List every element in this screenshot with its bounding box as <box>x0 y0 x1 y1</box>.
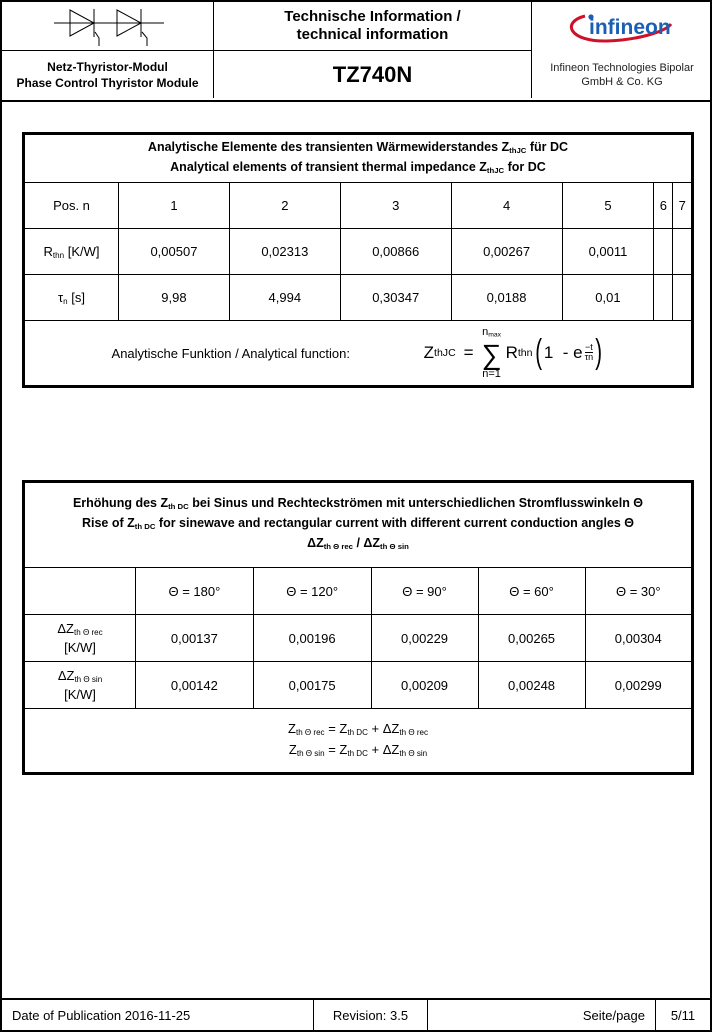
sin-label <box>25 662 136 709</box>
sin-cell: 0,00142 <box>136 662 254 709</box>
company-line2: GmbH & Co. KG <box>581 75 663 88</box>
rec-label <box>25 615 136 662</box>
module-type <box>2 51 214 98</box>
tau-cell: 0,30347 <box>340 275 451 321</box>
sub: max <box>488 331 502 339</box>
angle-cell: Θ = 30° <box>585 568 691 615</box>
angle-row <box>25 568 691 615</box>
pos-cell: 3 <box>340 183 451 229</box>
rth-cell: 0,00866 <box>340 229 451 275</box>
pos-cell: 7 <box>673 183 691 229</box>
sin-cell: 0,00209 <box>371 662 478 709</box>
title-line3-sep: / <box>353 535 364 550</box>
rec-row <box>25 615 691 662</box>
rth-cell: 0,00267 <box>451 229 562 275</box>
pos-label: Pos. n <box>25 183 119 229</box>
sub: thJC <box>434 346 456 359</box>
rec-cell: 0,00229 <box>371 615 478 662</box>
sub: thn <box>52 250 65 260</box>
page-label: Seite/page <box>428 1000 656 1030</box>
table1-title-de: Analytische Elemente des transienten Wärmewiderstandes Z <box>147 139 510 154</box>
tau-cell <box>654 275 673 321</box>
sub: thn <box>517 346 533 359</box>
sub: th Θ rec <box>399 727 428 737</box>
tau-cell: 0,01 <box>562 275 654 321</box>
angle-cell: Θ = 60° <box>478 568 585 615</box>
publication-date: Date of Publication 2016-11-25 <box>2 1000 314 1030</box>
zthjc-formula <box>424 326 605 380</box>
table2-title-de: Erhöhung des Z <box>72 496 169 511</box>
title-line3-a: ΔZ <box>307 535 324 550</box>
equations-row <box>25 709 691 773</box>
table1-title-de-tail: für DC <box>526 139 569 154</box>
table2-title-en-tail: for sinewave and rectangular current with different current conduction angles Θ <box>155 516 635 531</box>
title-de: Technische Information / <box>284 8 461 25</box>
angle-cell: Θ = 180° <box>136 568 254 615</box>
table1-title <box>25 135 691 183</box>
company-name <box>532 51 712 98</box>
tau-unit: [s] <box>67 289 85 305</box>
thermal-impedance-elements-table <box>22 132 694 388</box>
equations <box>25 709 691 773</box>
tau-cell: 0,0188 <box>451 275 562 321</box>
rec-cell: 0,00265 <box>478 615 585 662</box>
tau-cell: 4,994 <box>229 275 340 321</box>
page-number: 5/11 <box>670 1007 696 1023</box>
eq-plus: + ΔZ <box>367 720 400 736</box>
symbol-cell <box>2 2 214 51</box>
rth-cell <box>673 229 691 275</box>
rec-cell: 0,00196 <box>253 615 371 662</box>
sub: th Θ sin <box>74 675 103 684</box>
table2-title-de-tail: bei Sinus und Rechteckströmen mit unterschiedlichen Stromflusswinkeln Θ <box>188 496 644 511</box>
sin-cell: 0,00248 <box>478 662 585 709</box>
module-type-en: Phase Control Thyristor Module <box>16 75 199 90</box>
sum-bottom: n=1 <box>482 367 501 380</box>
function-row <box>25 321 691 385</box>
analytical-function <box>25 321 691 385</box>
formula-lhs: Z <box>423 342 435 362</box>
table1-title-en: Analytical elements of transient thermal impedance Z <box>170 159 487 174</box>
sub: n <box>63 296 68 306</box>
module-type-de: Netz-Thyristor-Modul <box>47 59 168 74</box>
infineon-logo <box>532 2 712 51</box>
title-line3-b: ΔZ <box>363 535 381 550</box>
pos-cell: 5 <box>562 183 654 229</box>
eq-mid: = Z <box>324 741 348 757</box>
rth-unit: [K/W] <box>64 243 100 259</box>
infineon-logo-icon <box>567 8 677 46</box>
rec-cell: 0,00304 <box>585 615 691 662</box>
close-paren: ) <box>595 333 603 372</box>
sin-row <box>25 662 691 709</box>
summation <box>482 326 502 380</box>
eq-a: Z <box>288 741 297 757</box>
table2-title <box>25 483 691 568</box>
pos-cell: 1 <box>119 183 230 229</box>
formula-term: R <box>505 342 518 362</box>
exp-num: −t <box>584 342 593 353</box>
rec-symbol: ΔZ <box>57 621 74 636</box>
sub: thJC <box>486 165 505 175</box>
sin-cell: 0,00175 <box>253 662 371 709</box>
rth-row <box>25 229 691 275</box>
logo-text: infineon <box>589 15 671 39</box>
equation-sin <box>25 741 691 762</box>
formula-body: 1 - e <box>543 342 583 362</box>
angle-cell: Θ = 90° <box>371 568 478 615</box>
sub: th Θ rec <box>295 727 325 737</box>
sub: th Θ rec <box>74 628 103 637</box>
tau-row <box>25 275 691 321</box>
eq-a: Z <box>288 720 296 736</box>
sum-top: n <box>482 325 489 338</box>
rth-cell: 0,02313 <box>229 229 340 275</box>
angle-cell: Θ = 120° <box>253 568 371 615</box>
sub: th Θ sin <box>380 541 409 551</box>
rth-cell: 0,00507 <box>119 229 230 275</box>
rec-cell: 0,00137 <box>136 615 254 662</box>
zth-rise-table <box>22 480 694 775</box>
sub: th Θ sin <box>399 748 428 758</box>
equation-rec <box>25 720 691 741</box>
header <box>2 2 712 102</box>
sin-cell: 0,00299 <box>585 662 691 709</box>
function-label: Analytische Funktion / Analytical function: <box>111 345 350 361</box>
rth-label <box>25 229 119 275</box>
eq-mid: = Z <box>324 720 348 736</box>
rec-unit: [K/W] <box>64 640 96 655</box>
sub: th DC <box>168 502 189 512</box>
pos-row <box>25 183 691 229</box>
revision: Revision: 3.5 <box>314 1000 428 1030</box>
part-number: TZ740N <box>214 51 532 98</box>
company-line1: Infineon Technologies Bipolar <box>550 61 694 74</box>
rth-cell: 0,0011 <box>562 229 654 275</box>
sin-symbol: ΔZ <box>57 668 75 683</box>
table2-title-en: Rise of Z <box>81 516 135 531</box>
sub: th Θ sin <box>296 748 325 758</box>
footer <box>2 998 710 1030</box>
title-en: technical information <box>296 26 449 43</box>
exp-den: τn <box>584 352 594 363</box>
tau-cell: 9,98 <box>119 275 230 321</box>
pos-cell: 2 <box>229 183 340 229</box>
empty-corner <box>25 568 136 615</box>
tau-cell <box>673 275 691 321</box>
tau-symbol: τ <box>58 289 64 305</box>
sin-unit: [K/W] <box>64 687 96 702</box>
rth-cell <box>654 229 673 275</box>
sub: th Θ rec <box>323 541 353 551</box>
document-title <box>214 2 532 51</box>
table1-title-en-tail: for DC <box>504 159 546 174</box>
dual-thyristor-symbol-icon <box>2 2 214 51</box>
sub: th DC <box>347 748 368 758</box>
eq-plus: + ΔZ <box>367 741 400 757</box>
sub: thJC <box>509 145 527 155</box>
open-paren: ( <box>534 333 542 372</box>
sub: th DC <box>347 727 368 737</box>
pos-cell: 4 <box>451 183 562 229</box>
pos-cell: 6 <box>654 183 673 229</box>
sigma-icon: ∑ <box>481 338 502 370</box>
rth-symbol: R <box>43 243 53 259</box>
formula-eq: = <box>463 342 474 362</box>
tau-label <box>25 275 119 321</box>
exponent-fraction <box>585 343 594 362</box>
sub: th DC <box>134 521 156 531</box>
